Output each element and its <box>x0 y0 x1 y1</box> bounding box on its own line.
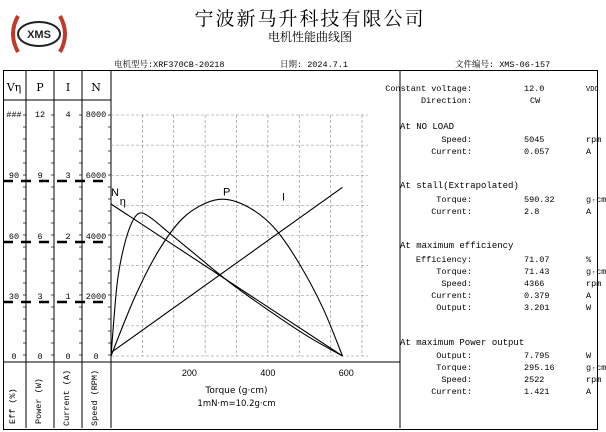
spec-unit: A <box>586 387 592 397</box>
scale-value: 12 <box>34 110 46 120</box>
curve-label-p: P <box>223 186 231 199</box>
scale-value: 0 <box>93 352 99 362</box>
max-power-title: At maximum Power output <box>400 338 525 348</box>
spec-label: Efficiency: <box>415 255 472 265</box>
file-number: 文件编号: XMS-06-157 <box>455 60 551 70</box>
spec-label: Current: <box>431 207 472 217</box>
company-name: 宁波新马升科技有限公司 <box>194 8 426 30</box>
x-axis-note: 1mN·m=10.2g·cm <box>197 399 276 409</box>
spec-unit: g·cm <box>586 195 606 205</box>
scale-value: 3 <box>65 171 71 181</box>
scale-value: 9 <box>37 171 43 181</box>
spec-label: Current: <box>431 291 472 301</box>
scale-header-2: I <box>65 81 71 94</box>
scale-header-1: P <box>36 81 44 94</box>
scale-value: 4000 <box>85 232 107 242</box>
scale-value: 2 <box>65 232 71 242</box>
current-axis-label: Current (A) <box>62 369 72 426</box>
spec-value: 71.43 <box>524 267 550 277</box>
plot-curves <box>111 187 343 356</box>
curve-i <box>111 187 343 352</box>
scale-value: 1 <box>65 292 71 302</box>
spec-value: 590.32 <box>524 195 555 205</box>
spec-unit: rpm <box>586 279 602 289</box>
scale-value: 0 <box>11 352 17 362</box>
spec-label: Speed: <box>441 375 472 385</box>
spec-value: 2522 <box>524 375 545 385</box>
scale-value: 0 <box>65 352 71 362</box>
spec-value: 71.07 <box>524 255 550 265</box>
spec-value: 2.8 <box>524 207 540 217</box>
spec-panel: Constant voltage: 12.0 VDC Direction: CW <box>385 84 599 106</box>
spec-unit: A <box>586 207 592 217</box>
spec-value: 0.057 <box>524 147 550 157</box>
spec-unit: % <box>586 255 592 265</box>
spec-label: Torque: <box>436 267 472 277</box>
spec-value: 7.795 <box>524 351 550 361</box>
spec-label: Speed: <box>441 135 472 145</box>
eff-axis-label: Eff (%) <box>8 388 18 424</box>
report-date: 日期: 2024.7.1 <box>280 60 349 70</box>
scale-value: 60 <box>8 232 20 242</box>
scale-value: 3 <box>37 292 43 302</box>
spec-unit: rpm <box>586 375 602 385</box>
speed-axis-label: Speed (RPM) <box>90 369 100 426</box>
scale-value: 6000 <box>85 171 107 181</box>
spec-value: 5045 <box>524 135 545 145</box>
spec-value: 1.421 <box>524 387 550 397</box>
logo-text: XMS <box>27 29 51 41</box>
curve-eta <box>111 213 343 356</box>
spec-unit: rpm <box>586 135 602 145</box>
x-axis-label: Torque (g·cm) <box>205 386 268 396</box>
spec-unit: W <box>586 351 592 361</box>
stall-title: At stall(Extrapolated) <box>400 181 519 191</box>
x-tick-label: 400 <box>260 368 276 378</box>
spec-unit: g·cm <box>586 267 606 277</box>
scale-header-0: Vη <box>6 81 22 94</box>
spec-label: Output: <box>436 303 472 313</box>
spec-label: Torque: <box>436 363 472 373</box>
spec-label: Torque: <box>436 195 472 205</box>
curve-label-i: I <box>282 191 286 204</box>
scale-value: 4 <box>65 110 71 120</box>
power-axis-label: Power (W) <box>34 378 44 424</box>
spec-unit: A <box>586 147 592 157</box>
scale-value: 6 <box>37 232 43 242</box>
curve-p <box>111 199 343 356</box>
spec-label: Speed: <box>441 279 472 289</box>
spec-unit: g·cm <box>586 363 606 373</box>
scale-value: ### <box>6 110 22 120</box>
spec-unit: A <box>586 291 592 301</box>
scale-value: 90 <box>8 171 20 181</box>
spec-label: Output: <box>436 351 472 361</box>
chart-subtitle: 电机性能曲线图 <box>267 30 352 44</box>
scale-value: 2000 <box>85 292 107 302</box>
scale-value: 30 <box>8 292 20 302</box>
plot-grid <box>111 115 368 356</box>
model-number: 电机型号:XRF370CB-20218 <box>114 60 225 70</box>
spec-unit: W <box>586 303 592 313</box>
scale-header-3: N <box>91 81 101 94</box>
scale-value: 8000 <box>85 110 107 120</box>
spec-value: 3.201 <box>524 303 550 313</box>
curve-label-n: N <box>110 187 119 200</box>
x-tick-label: 200 <box>181 368 197 378</box>
no-load-title: At NO LOAD <box>400 122 455 132</box>
spec-value: 0.379 <box>524 291 550 301</box>
max-eff-title: At maximum efficiency <box>400 241 514 251</box>
x-tick-label: 600 <box>338 368 354 378</box>
spec-value: 295.16 <box>524 363 555 373</box>
spec-value: 4366 <box>524 279 545 289</box>
scale-value: 0 <box>37 352 43 362</box>
curve-label-eta: η <box>119 196 126 209</box>
plot-texts <box>6 81 354 409</box>
spec-label: Current: <box>431 147 472 157</box>
spec-label: Current: <box>431 387 472 397</box>
